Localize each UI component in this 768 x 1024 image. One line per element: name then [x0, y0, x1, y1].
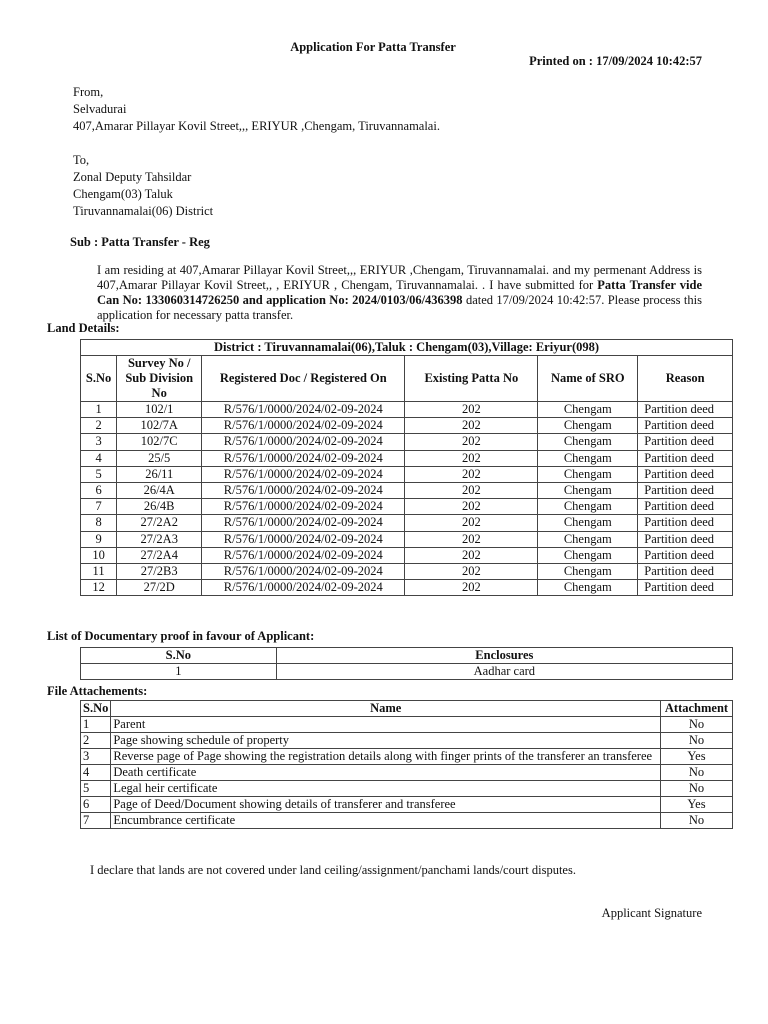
land-sno: 5	[81, 466, 117, 482]
land-sro: Chengam	[538, 499, 638, 515]
file-attachment: Yes	[661, 797, 733, 813]
file-sno: 7	[81, 813, 111, 829]
land-patta: 202	[405, 563, 538, 579]
col-patta: Existing Patta No	[405, 356, 538, 402]
land-row	[81, 515, 733, 531]
land-sno: 11	[81, 563, 117, 579]
land-patta: 202	[405, 515, 538, 531]
from-name: Selvadurai	[73, 102, 127, 116]
land-sno: 10	[81, 547, 117, 563]
land-registered-doc: R/576/1/0000/2024/02-09-2024	[202, 418, 405, 434]
land-sro: Chengam	[538, 515, 638, 531]
land-sro: Chengam	[538, 434, 638, 450]
file-sno: 2	[81, 733, 111, 749]
file-name: Parent	[111, 717, 661, 733]
land-sro: Chengam	[538, 563, 638, 579]
file-name: Page of Deed/Document showing details of transferer and transferee	[111, 797, 661, 813]
land-sro: Chengam	[538, 482, 638, 498]
land-survey: 27/2A4	[117, 547, 202, 563]
land-sno: 4	[81, 450, 117, 466]
land-sno: 7	[81, 499, 117, 515]
land-sno: 3	[81, 434, 117, 450]
printed-on: Printed on : 17/09/2024 10:42:57	[529, 54, 702, 68]
col-files-name: Name	[111, 701, 661, 717]
land-survey: 27/2B3	[117, 563, 202, 579]
file-name: Death certificate	[111, 765, 661, 781]
file-name: Legal heir certificate	[111, 781, 661, 797]
land-patta: 202	[405, 482, 538, 498]
land-sno: 8	[81, 515, 117, 531]
land-survey: 102/1	[117, 402, 202, 418]
land-row	[81, 450, 733, 466]
land-sro: Chengam	[538, 450, 638, 466]
to-line-1: Zonal Deputy Tahsildar	[73, 170, 192, 184]
file-attachment: No	[661, 733, 733, 749]
body-text-1: I am residing at 407,Amarar Pillayar Kovil Street,,, ERIYUR ,Chengam, Tiruvannamalai. and my permenant Address is 407,Amarar Pillayar Kovil Street,, , ERIYUR , Chengam, Tiruvannamalai. . I have submitted for	[97, 263, 702, 292]
from-label: From,	[73, 85, 104, 99]
land-registered-doc: R/576/1/0000/2024/02-09-2024	[202, 482, 405, 498]
file-sno: 4	[81, 765, 111, 781]
land-reason: Partition deed	[638, 402, 733, 418]
land-sno: 1	[81, 402, 117, 418]
land-patta: 202	[405, 547, 538, 563]
land-reason: Partition deed	[638, 418, 733, 434]
land-reason: Partition deed	[638, 466, 733, 482]
file-row	[81, 749, 733, 765]
district-header: District : Tiruvannamalai(06),Taluk : Chengam(03),Village: Eriyur(098)	[81, 340, 733, 356]
declaration: I declare that lands are not covered under land ceiling/assignment/panchami lands/court disputes.	[90, 863, 576, 877]
land-survey: 26/4B	[117, 499, 202, 515]
file-attachment: No	[661, 765, 733, 781]
land-sro: Chengam	[538, 580, 638, 596]
file-row	[81, 717, 733, 733]
file-name: Reverse page of Page showing the registration details along with finger prints of the transferer an transferee	[111, 749, 661, 765]
subject: Sub : Patta Transfer - Reg	[70, 235, 210, 249]
land-row	[81, 531, 733, 547]
body-text-2: dated 17/09/2024 10:42:57. Please process this application for necessary patta transfer.	[97, 293, 702, 322]
file-attachment: Yes	[661, 749, 733, 765]
land-sro: Chengam	[538, 531, 638, 547]
land-registered-doc: R/576/1/0000/2024/02-09-2024	[202, 466, 405, 482]
land-sno: 2	[81, 418, 117, 434]
col-files-attachment: Attachment	[661, 701, 733, 717]
land-row	[81, 499, 733, 515]
land-row	[81, 418, 733, 434]
col-sro: Name of SRO	[538, 356, 638, 402]
land-registered-doc: R/576/1/0000/2024/02-09-2024	[202, 450, 405, 466]
land-sno: 12	[81, 580, 117, 596]
land-row	[81, 563, 733, 579]
to-line-3: Tiruvannamalai(06) District	[73, 204, 214, 218]
land-row	[81, 547, 733, 563]
file-name: Encumbrance certificate	[111, 813, 661, 829]
file-sno: 5	[81, 781, 111, 797]
land-patta: 202	[405, 450, 538, 466]
land-patta: 202	[405, 434, 538, 450]
land-patta: 202	[405, 466, 538, 482]
file-sno: 1	[81, 717, 111, 733]
land-row	[81, 580, 733, 596]
land-row	[81, 482, 733, 498]
land-sro: Chengam	[538, 418, 638, 434]
col-registered: Registered Doc / Registered On	[202, 356, 405, 402]
land-sno: 6	[81, 482, 117, 498]
body-application-numbers: Patta Transfer vide Can No: 133060314726250 and application No: 2024/0103/06/436398	[97, 278, 703, 307]
file-row	[81, 733, 733, 749]
page-title: Application For Patta Transfer	[290, 40, 456, 54]
land-reason: Partition deed	[638, 580, 733, 596]
land-survey: 102/7A	[117, 418, 202, 434]
col-proof-sno: S.No	[81, 648, 277, 664]
land-registered-doc: R/576/1/0000/2024/02-09-2024	[202, 580, 405, 596]
land-patta: 202	[405, 402, 538, 418]
land-survey: 102/7C	[117, 434, 202, 450]
file-row	[81, 781, 733, 797]
land-row	[81, 434, 733, 450]
file-name: Page showing schedule of property	[111, 733, 661, 749]
land-sro: Chengam	[538, 466, 638, 482]
land-survey: 27/2A2	[117, 515, 202, 531]
land-registered-doc: R/576/1/0000/2024/02-09-2024	[202, 402, 405, 418]
land-registered-doc: R/576/1/0000/2024/02-09-2024	[202, 434, 405, 450]
to-label: To,	[73, 153, 90, 167]
land-reason: Partition deed	[638, 515, 733, 531]
land-patta: 202	[405, 499, 538, 515]
col-survey: Survey No / Sub Division No	[117, 356, 202, 402]
file-row	[81, 797, 733, 813]
body-paragraph	[97, 263, 702, 323]
land-reason: Partition deed	[638, 563, 733, 579]
land-patta: 202	[405, 531, 538, 547]
land-details-label: Land Details:	[47, 321, 120, 335]
land-row	[81, 402, 733, 418]
land-details-table	[80, 339, 733, 596]
land-reason: Partition deed	[638, 482, 733, 498]
land-registered-doc: R/576/1/0000/2024/02-09-2024	[202, 563, 405, 579]
applicant-signature: Applicant Signature	[601, 906, 702, 920]
land-patta: 202	[405, 580, 538, 596]
files-label: File Attachements:	[47, 684, 148, 698]
file-attachment: No	[661, 781, 733, 797]
col-enclosures: Enclosures	[276, 648, 732, 664]
land-reason: Partition deed	[638, 434, 733, 450]
land-survey: 26/11	[117, 466, 202, 482]
file-attachment: No	[661, 813, 733, 829]
file-row	[81, 813, 733, 829]
land-survey: 26/4A	[117, 482, 202, 498]
land-sno: 9	[81, 531, 117, 547]
land-reason: Partition deed	[638, 499, 733, 515]
land-reason: Partition deed	[638, 531, 733, 547]
file-row	[81, 765, 733, 781]
land-registered-doc: R/576/1/0000/2024/02-09-2024	[202, 515, 405, 531]
land-sro: Chengam	[538, 402, 638, 418]
to-line-2: Chengam(03) Taluk	[73, 187, 173, 201]
col-sno: S.No	[81, 356, 117, 402]
proof-table	[80, 647, 733, 680]
proof-row	[81, 664, 733, 680]
from-address: 407,Amarar Pillayar Kovil Street,,, ERIYUR ,Chengam, Tiruvannamalai.	[73, 119, 440, 133]
land-reason: Partition deed	[638, 450, 733, 466]
land-row	[81, 466, 733, 482]
land-survey: 27/2A3	[117, 531, 202, 547]
land-registered-doc: R/576/1/0000/2024/02-09-2024	[202, 531, 405, 547]
land-patta: 202	[405, 418, 538, 434]
land-registered-doc: R/576/1/0000/2024/02-09-2024	[202, 499, 405, 515]
proof-sno: 1	[81, 664, 277, 680]
proof-label: List of Documentary proof in favour of Applicant:	[47, 629, 315, 643]
land-sro: Chengam	[538, 547, 638, 563]
col-reason: Reason	[638, 356, 733, 402]
land-survey: 27/2D	[117, 580, 202, 596]
file-sno: 3	[81, 749, 111, 765]
proof-enclosure: Aadhar card	[276, 664, 732, 680]
land-survey: 25/5	[117, 450, 202, 466]
file-sno: 6	[81, 797, 111, 813]
file-attachment: No	[661, 717, 733, 733]
land-reason: Partition deed	[638, 547, 733, 563]
file-attachments-table	[80, 700, 733, 829]
land-registered-doc: R/576/1/0000/2024/02-09-2024	[202, 547, 405, 563]
col-files-sno: S.No	[81, 701, 111, 717]
